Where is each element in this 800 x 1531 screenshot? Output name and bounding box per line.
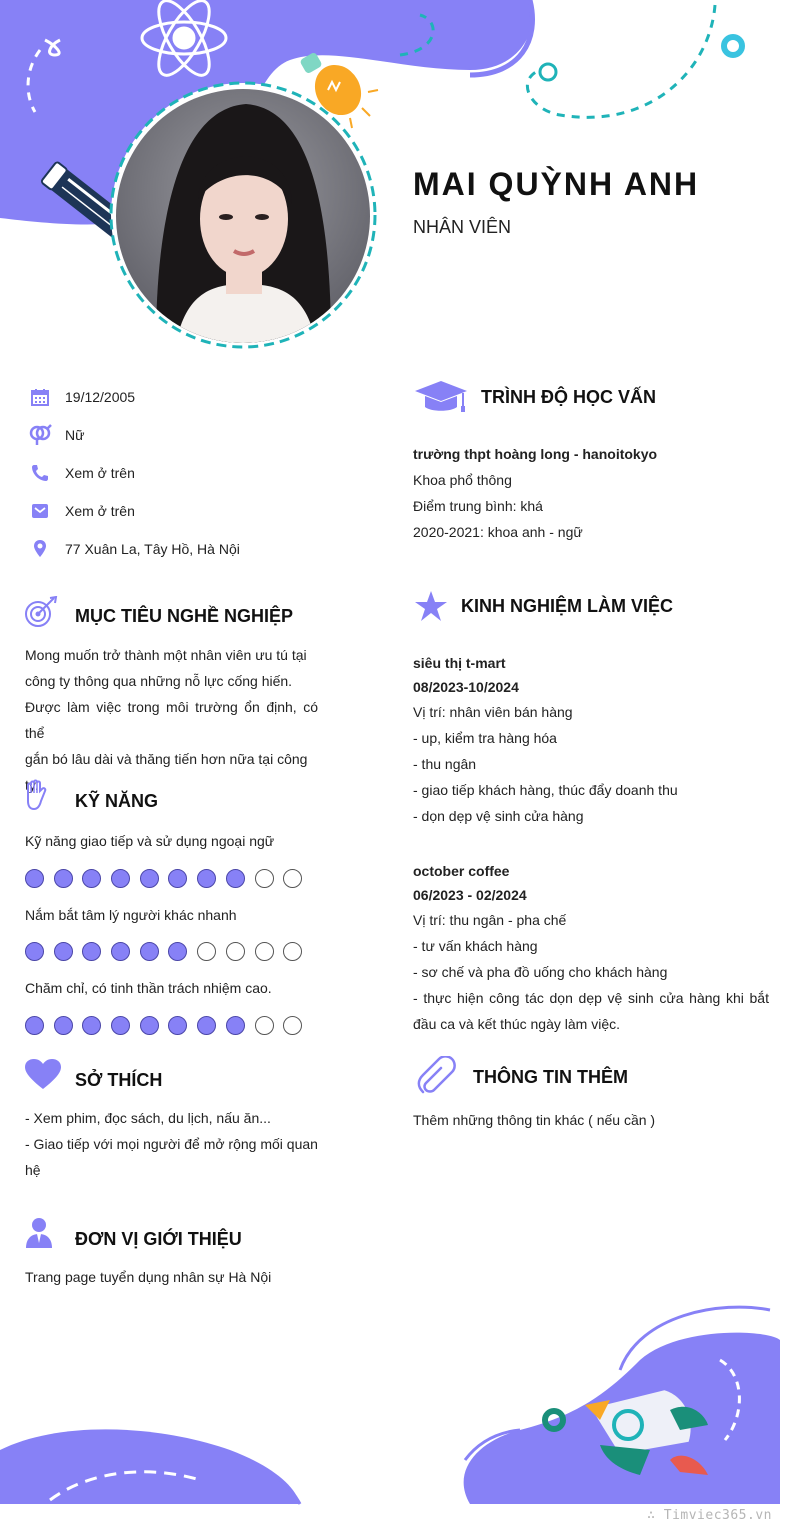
rating-dot-filled <box>82 942 101 961</box>
skill-rating <box>25 1016 302 1035</box>
user-icon <box>25 1217 53 1254</box>
paperclip-icon <box>415 1056 459 1101</box>
rating-dot-filled <box>197 1016 216 1035</box>
candidate-name: MAI QUỲNH ANH <box>413 166 700 202</box>
skill-label: Kỹ năng giao tiếp và sử dụng ngoại ngữ <box>25 833 275 849</box>
footer-decoration <box>0 1300 800 1531</box>
objective-title: MỤC TIÊU NGHỀ NGHIỆP <box>75 606 294 626</box>
rating-dot-filled <box>140 869 159 888</box>
skills-title: KỸ NĂNG <box>75 791 159 811</box>
education-line: Khoa phổ thông <box>413 472 512 488</box>
contact-phone <box>28 462 135 484</box>
job-company: siêu thị t-mart <box>413 655 506 671</box>
phone-value: Xem ở trên <box>65 465 135 481</box>
gender-value: Nữ <box>65 427 85 443</box>
contact-email <box>28 500 135 522</box>
job-line: đầu ca và kết thúc ngày làm việc. <box>413 1016 620 1032</box>
email-icon <box>28 500 52 522</box>
job-line: - thực hiện công tác dọn dẹp vệ sinh cửa hàng khi bắt <box>413 990 769 1006</box>
job-entry <box>413 651 769 829</box>
birthday-value: 19/12/2005 <box>65 389 136 405</box>
education-details <box>413 441 773 545</box>
rating-dot-filled <box>140 942 159 961</box>
rating-dot-filled <box>25 942 44 961</box>
rating-dot-filled <box>54 942 73 961</box>
additional-title: THÔNG TIN THÊM <box>473 1067 628 1087</box>
rating-dot-filled <box>140 1016 159 1035</box>
rating-dot-empty <box>255 869 274 888</box>
rating-dot-filled <box>25 869 44 888</box>
job-period: 06/2023 - 02/2024 <box>413 887 527 903</box>
gender-icon <box>28 424 52 446</box>
rating-dot-filled <box>82 1016 101 1035</box>
candidate-position: NHÂN VIÊN <box>413 217 512 237</box>
rating-dot-filled <box>111 942 130 961</box>
contact-address <box>28 538 240 560</box>
objective-line: gắn bó lâu dài và thăng tiến hơn nữa tại công <box>25 751 308 767</box>
objective-line: Được làm việc trong môi trường ổn định, có thể <box>25 699 318 741</box>
star-icon <box>414 590 448 627</box>
rating-dot-empty <box>255 1016 274 1035</box>
heart-icon <box>24 1058 62 1095</box>
job-entry <box>413 859 769 1037</box>
rating-dot-filled <box>226 1016 245 1035</box>
avatar <box>116 89 370 343</box>
rating-dot-empty <box>283 942 302 961</box>
job-line: - dọn dẹp vệ sinh cửa hàng <box>413 808 584 824</box>
rating-dot-empty <box>197 942 216 961</box>
rating-dot-empty <box>255 942 274 961</box>
rating-dot-empty <box>283 1016 302 1035</box>
email-value: Xem ở trên <box>65 503 135 519</box>
hobbies-text <box>25 1105 325 1183</box>
experience-title: KINH NGHIỆM LÀM VIỆC <box>461 596 674 616</box>
rating-dot-empty <box>226 942 245 961</box>
objective-text <box>25 642 318 798</box>
education-line: Điểm trung bình: khá <box>413 498 543 514</box>
rating-dot-filled <box>168 942 187 961</box>
hand-icon <box>24 779 48 816</box>
watermark: ∴ Timviec365.vn <box>647 1508 772 1523</box>
calendar-icon <box>28 386 52 408</box>
hobbies-title: SỞ THÍCH <box>75 1070 163 1090</box>
rating-dot-filled <box>168 869 187 888</box>
education-line: 2020-2021: khoa anh - ngữ <box>413 524 583 540</box>
rating-dot-filled <box>197 869 216 888</box>
skill-rating <box>25 942 302 961</box>
contact-gender <box>28 424 84 446</box>
objective-line: công ty thông qua những nỗ lực cống hiến. <box>25 673 293 689</box>
hobby-line: hệ <box>25 1162 41 1178</box>
job-company: october coffee <box>413 863 510 879</box>
phone-icon <box>28 462 52 484</box>
school-name: trường thpt hoàng long - hanoitokyo <box>413 446 658 462</box>
address-value: 77 Xuân La, Tây Hồ, Hà Nội <box>65 541 240 557</box>
rating-dot-empty <box>283 869 302 888</box>
rating-dot-filled <box>54 869 73 888</box>
job-period: 08/2023-10/2024 <box>413 679 519 695</box>
rating-dot-filled <box>111 869 130 888</box>
objective-line: ty. <box>25 777 39 793</box>
referral-title: ĐƠN VỊ GIỚI THIỆU <box>75 1229 242 1249</box>
skill-label: Chăm chỉ, có tinh thần trách nhiệm cao. <box>25 980 272 996</box>
graduation-cap-icon <box>413 379 469 420</box>
education-title: TRÌNH ĐỘ HỌC VẤN <box>481 387 656 407</box>
rating-dot-filled <box>226 869 245 888</box>
rating-dot-filled <box>111 1016 130 1035</box>
job-line: Vị trí: nhân viên bán hàng <box>413 704 573 720</box>
job-line: - up, kiểm tra hàng hóa <box>413 730 557 746</box>
hobby-line: - Giao tiếp với mọi người để mở rộng mối quan <box>25 1136 318 1152</box>
rating-dot-filled <box>82 869 101 888</box>
rating-dot-filled <box>54 1016 73 1035</box>
skill-rating <box>25 869 302 888</box>
skill-label: Nắm bắt tâm lý người khác nhanh <box>25 907 237 923</box>
job-line: - thu ngân <box>413 756 477 772</box>
job-line: - sơ chế và pha đồ uống cho khách hàng <box>413 964 668 980</box>
contact-birthday <box>28 386 135 408</box>
objective-line: Mong muốn trở thành một nhân viên ưu tú tại <box>25 647 307 663</box>
target-icon <box>24 596 58 635</box>
job-line: - giao tiếp khách hàng, thúc đẩy doanh thu <box>413 782 678 798</box>
job-line: - tư vấn khách hàng <box>413 938 538 954</box>
referral-text: Trang page tuyển dụng nhân sự Hà Nội <box>25 1269 272 1285</box>
hobby-line: - Xem phim, đọc sách, du lịch, nấu ăn... <box>25 1110 271 1126</box>
job-line: Vị trí: thu ngân - pha chế <box>413 912 567 928</box>
additional-text: Thêm những thông tin khác ( nếu cần ) <box>413 1112 656 1128</box>
rating-dot-filled <box>168 1016 187 1035</box>
rating-dot-filled <box>25 1016 44 1035</box>
location-icon <box>28 538 52 560</box>
